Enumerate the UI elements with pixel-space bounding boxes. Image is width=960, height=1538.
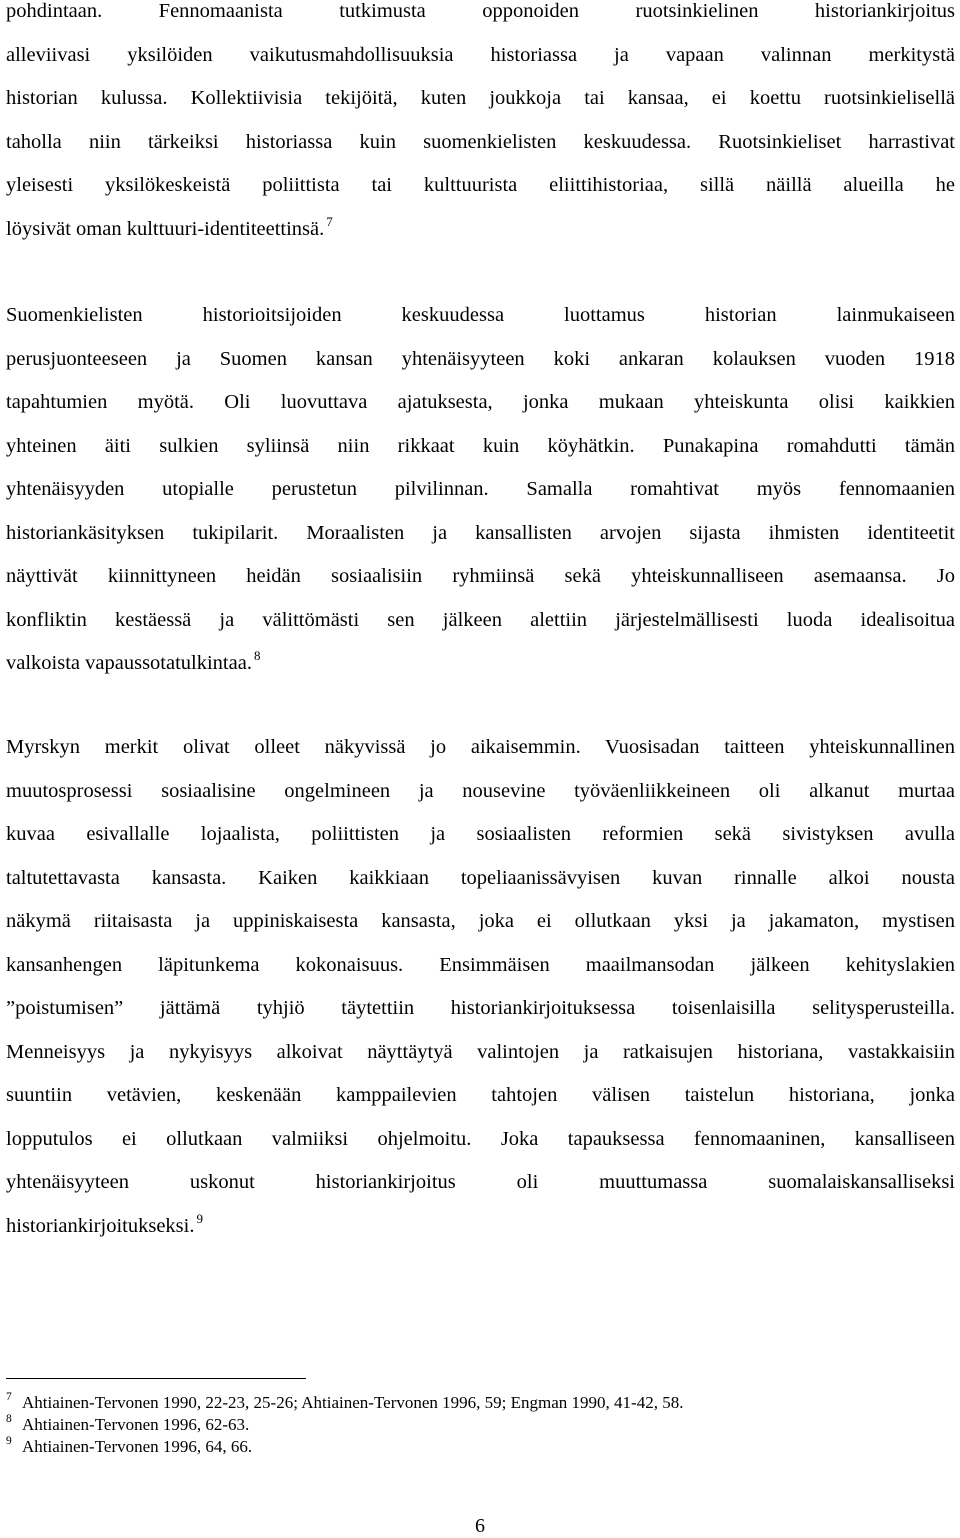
paragraph-1 [6,0,955,251]
text-line: Menneisyys ja nykyisyys alkoivat näyttäytyä valintojen ja ratkaisujen historiana, vastakkaisiin [6,1040,955,1063]
text-line: lopputulos ei ollutkaan valmiiksi ohjelmoitu. Joka tapauksessa fennomaaninen, kansalliseen [6,1127,955,1150]
text-line: yhtenäisyyden utopialle perustetun pilvilinnan. Samalla romahtivat myös fennomaanien [6,478,955,500]
text-line: alleviivasi yksilöiden vaikutusmahdollisuuksia historiassa ja vapaan valinnan merkitystä [6,43,955,66]
text-line-last [6,1205,955,1249]
text-line-last [6,208,955,252]
text-line: löysivät oman kulttuuri-identiteettinsä. [6,217,325,240]
footnotes [6,1392,946,1458]
footnote-number: 9 [6,1435,12,1447]
text-line: yleisesti yksilökeskeistä poliittista tai kulttuurista eliittihistoriaa, sillä näillä alueilla he [6,174,955,196]
text-line: ”poistumisen” jättämä tyhjiö täytettiin historiankirjoituksessa toisenlaisilla selitysperusteilla. [6,997,955,1019]
text-line: tapahtumien myötä. Oli luovuttava ajatuksesta, jonka mukaan yhteiskunta olisi kaikkien [6,391,955,413]
text-line: pohdintaan. Fennomaanista tutkimusta opponoiden ruotsinkielinen historiankirjoitus [6,0,955,22]
text-line: konfliktin kestäessä ja välittömästi sen jälkeen alettiin järjestelmällisesti luoda idealisoitua [6,608,955,631]
footnote-9 [6,1436,946,1458]
text-line: perusjuonteeseen ja Suomen kansan yhtenäisyyteen koki ankaran kolauksen vuoden 1918 [6,347,955,370]
text-line: muutosprosessi sosiaalisine ongelmineen ja nousevine työväenliikkeineen oli alkanut murtaa [6,779,955,802]
text-line: Myrskyn merkit olivat olleet näkyvissä jo aikaisemmin. Vuosisadan taitteen yhteiskunnallinen [6,736,955,758]
text-line: historiankirjoitukseksi. [6,1214,195,1237]
text-line: taholla niin tärkeiksi historiassa kuin suomenkielisten keskuudessa. Ruotsinkieliset harrastivat [6,130,955,153]
footnote-reference[interactable]: 8 [253,648,261,663]
text-line: näyttivät kiinnittyneen heidän sosiaalisiin ryhmiinsä sekä yhteiskunnalliseen asemaansa. Jo [6,565,955,587]
footnote-reference[interactable]: 9 [196,1210,203,1226]
text-line-last [6,642,955,686]
text-line: Suomenkielisten historioitsijoiden keskuudessa luottamus historian lainmukaiseen [6,304,955,326]
text-line: suuntiin vetävien, keskenään kamppailevien tahtojen välisen taistelun historiana, jonka [6,1084,955,1106]
footnote-text: Ahtiainen-Tervonen 1996, 64, 66. [22,1437,253,1456]
text-line: taltutettavasta kansasta. Kaiken kaikkiaan topeliaanissävyisen kuvan rinnalle alkoi nousta [6,866,955,889]
text-line: näkymä riitaisasta ja uppiniskaisesta kansasta, joka ei ollutkaan yksi ja jakamaton, mystisen [6,910,955,932]
text-line: historiankäsityksen tukipilarit. Moraalisten ja kansallisten arvojen sijasta ihmisten identiteetit [6,521,955,544]
footnote-separator [6,1378,306,1379]
text-line: historian kulussa. Kollektiivisia tekijöitä, kuten joukkoja tai kansaa, ei koettu ruotsinkielisellä [6,87,955,109]
footnote-7 [6,1392,946,1414]
text-line: kuvaa esivallalle lojaalista, poliittisten ja sosiaalisten reformien sekä sivistyksen avulla [6,823,955,845]
text-line: yhtenäisyyteen uskonut historiankirjoitus oli muuttumassa suomalaiskansalliseksi [6,1171,955,1193]
footnote-number: 8 [6,1413,12,1425]
paragraph-3 [6,726,955,1248]
paragraph-2 [6,294,955,686]
text-line: kansanhengen läpitunkema kokonaisuus. Ensimmäisen maailmansodan jälkeen kehityslakien [6,953,955,976]
page-number: 6 [475,1515,485,1537]
footnote-8 [6,1414,946,1436]
footnote-number: 7 [6,1391,12,1403]
text-line: yhteinen äiti sulkien syliinsä niin rikkaat kuin köyhätkin. Punakapina romahdutti tämän [6,434,955,457]
footnote-text: Ahtiainen-Tervonen 1990, 22-23, 25-26; Ahtiainen-Tervonen 1996, 59; Engman 1990, 41-42, 58. [22,1393,684,1412]
text-line: valkoista vapaussotatulkintaa. [6,652,252,674]
footnote-text: Ahtiainen-Tervonen 1996, 62-63. [22,1415,250,1434]
footnote-reference[interactable]: 7 [326,213,333,229]
